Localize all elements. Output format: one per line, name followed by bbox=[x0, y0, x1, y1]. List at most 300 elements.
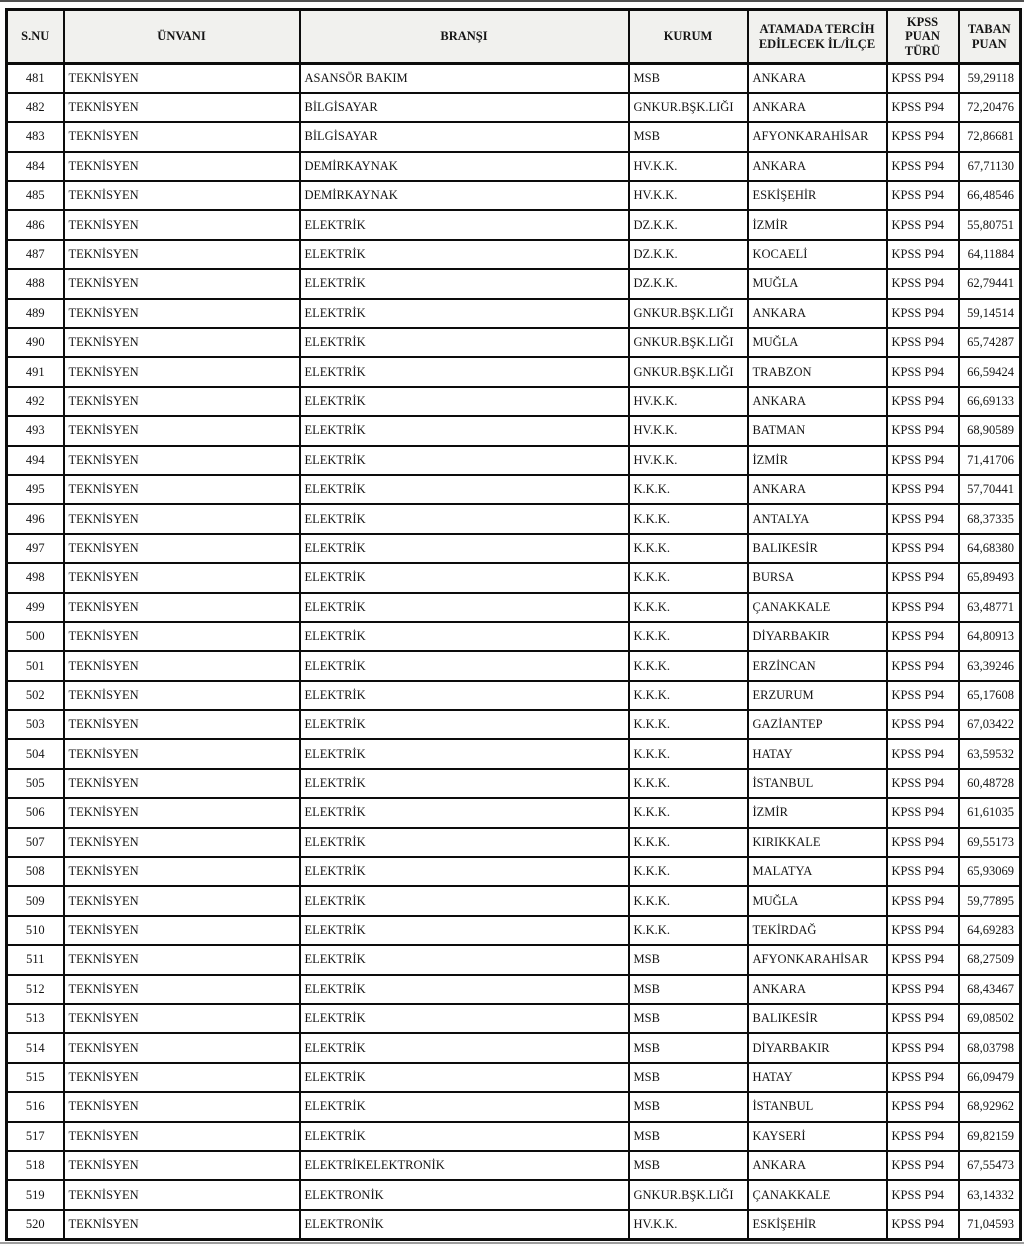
table-cell: KPSS P94 bbox=[887, 328, 959, 357]
table-cell: ELEKTRİK bbox=[300, 387, 629, 416]
table-cell: K.K.K. bbox=[629, 769, 748, 798]
table-cell: ELEKTRONİK bbox=[300, 1180, 629, 1209]
table-cell: 55,80751 bbox=[959, 210, 1021, 239]
table-cell: 519 bbox=[7, 1180, 64, 1209]
table-cell: 520 bbox=[7, 1210, 64, 1239]
table-cell: K.K.K. bbox=[629, 534, 748, 563]
table-cell: ELEKTRİK bbox=[300, 769, 629, 798]
table-cell: MSB bbox=[629, 1122, 748, 1151]
table-cell: BATMAN bbox=[748, 416, 887, 445]
table-cell: 506 bbox=[7, 798, 64, 827]
table-cell: 490 bbox=[7, 328, 64, 357]
table-cell: KAYSERİ bbox=[748, 1122, 887, 1151]
table-cell: 66,09479 bbox=[959, 1063, 1021, 1092]
table-cell: 517 bbox=[7, 1122, 64, 1151]
table-cell: KPSS P94 bbox=[887, 93, 959, 122]
table-cell: 499 bbox=[7, 593, 64, 622]
table-cell: GAZİANTEP bbox=[748, 710, 887, 739]
table-row bbox=[7, 1063, 1021, 1092]
table-cell: K.K.K. bbox=[629, 739, 748, 768]
table-cell: TEKNİSYEN bbox=[64, 1151, 300, 1180]
table-cell: 507 bbox=[7, 828, 64, 857]
table-cell: 64,80913 bbox=[959, 622, 1021, 651]
table-cell: ELEKTRİK bbox=[300, 210, 629, 239]
table-cell: MSB bbox=[629, 945, 748, 974]
table-row bbox=[7, 739, 1021, 768]
table-cell: GNKUR.BŞK.LIĞI bbox=[629, 93, 748, 122]
table-cell: KPSS P94 bbox=[887, 122, 959, 151]
table-cell: 483 bbox=[7, 122, 64, 151]
table-cell: 59,29118 bbox=[959, 64, 1021, 93]
table-row bbox=[7, 1033, 1021, 1062]
table-cell: K.K.K. bbox=[629, 798, 748, 827]
table-cell: TEKNİSYEN bbox=[64, 1033, 300, 1062]
table-cell: 503 bbox=[7, 710, 64, 739]
table-cell: TEKNİSYEN bbox=[64, 828, 300, 857]
table-cell: ELEKTRİK bbox=[300, 916, 629, 945]
table-row bbox=[7, 945, 1021, 974]
table-row bbox=[7, 152, 1021, 181]
table-cell: AFYONKARAHİSAR bbox=[748, 945, 887, 974]
column-header-bransi: BRANŞI bbox=[300, 10, 629, 64]
table-cell: HV.K.K. bbox=[629, 446, 748, 475]
table-cell: GNKUR.BŞK.LIĞI bbox=[629, 1180, 748, 1209]
table-header bbox=[7, 10, 1021, 64]
table-cell: TEKNİSYEN bbox=[64, 1004, 300, 1033]
table-cell: 69,08502 bbox=[959, 1004, 1021, 1033]
table-cell: ELEKTRİK bbox=[300, 710, 629, 739]
table-cell: BİLGİSAYAR bbox=[300, 93, 629, 122]
table-row bbox=[7, 475, 1021, 504]
table-row bbox=[7, 93, 1021, 122]
table-cell: KPSS P94 bbox=[887, 240, 959, 269]
table-cell: KPSS P94 bbox=[887, 681, 959, 710]
table-cell: TEKNİSYEN bbox=[64, 446, 300, 475]
table-cell: 71,41706 bbox=[959, 446, 1021, 475]
table-cell: ANKARA bbox=[748, 152, 887, 181]
table-cell: TEKNİSYEN bbox=[64, 563, 300, 592]
table-cell: TEKNİSYEN bbox=[64, 622, 300, 651]
table-cell: KPSS P94 bbox=[887, 916, 959, 945]
table-cell: KPSS P94 bbox=[887, 1151, 959, 1180]
table-cell: BALIKESİR bbox=[748, 1004, 887, 1033]
table-cell: 504 bbox=[7, 739, 64, 768]
table-cell: ELEKTRİK bbox=[300, 828, 629, 857]
table-row bbox=[7, 710, 1021, 739]
table-cell: HATAY bbox=[748, 1063, 887, 1092]
table-row bbox=[7, 681, 1021, 710]
table-cell: DİYARBAKIR bbox=[748, 622, 887, 651]
table-cell: 494 bbox=[7, 446, 64, 475]
table-cell: ERZURUM bbox=[748, 681, 887, 710]
table-cell: TEKNİSYEN bbox=[64, 945, 300, 974]
table-cell: ELEKTRİK bbox=[300, 739, 629, 768]
table-cell: TEKNİSYEN bbox=[64, 681, 300, 710]
table-row bbox=[7, 1092, 1021, 1121]
table-cell: 62,79441 bbox=[959, 269, 1021, 298]
table-cell: ELEKTRİK bbox=[300, 681, 629, 710]
table-cell: 489 bbox=[7, 299, 64, 328]
column-header-kurum: KURUM bbox=[629, 10, 748, 64]
table-cell: 497 bbox=[7, 534, 64, 563]
table-cell: 66,59424 bbox=[959, 357, 1021, 386]
table-row bbox=[7, 387, 1021, 416]
table-cell: 71,04593 bbox=[959, 1210, 1021, 1239]
column-header-taban-puan: TABAN PUAN bbox=[959, 10, 1021, 64]
table-cell: 68,03798 bbox=[959, 1033, 1021, 1062]
table-row bbox=[7, 504, 1021, 533]
table-cell: TEKNİSYEN bbox=[64, 357, 300, 386]
table-cell: ELEKTRİK bbox=[300, 886, 629, 915]
table-cell: 68,27509 bbox=[959, 945, 1021, 974]
table-cell: KPSS P94 bbox=[887, 563, 959, 592]
table-row bbox=[7, 122, 1021, 151]
table-cell: HV.K.K. bbox=[629, 387, 748, 416]
table-cell: 488 bbox=[7, 269, 64, 298]
table-cell: 500 bbox=[7, 622, 64, 651]
table-cell: TEKNİSYEN bbox=[64, 1210, 300, 1239]
table-cell: TEKNİSYEN bbox=[64, 328, 300, 357]
table-cell: 510 bbox=[7, 916, 64, 945]
table-cell: 486 bbox=[7, 210, 64, 239]
table-cell: TEKNİSYEN bbox=[64, 651, 300, 680]
table-cell: KPSS P94 bbox=[887, 152, 959, 181]
table-cell: 495 bbox=[7, 475, 64, 504]
table-cell: TEKNİSYEN bbox=[64, 504, 300, 533]
table-cell: TEKNİSYEN bbox=[64, 975, 300, 1004]
table-cell: 67,55473 bbox=[959, 1151, 1021, 1180]
table-cell: 516 bbox=[7, 1092, 64, 1121]
table-cell: ELEKTRİK bbox=[300, 1033, 629, 1062]
table-cell: TEKNİSYEN bbox=[64, 299, 300, 328]
table-cell: 505 bbox=[7, 769, 64, 798]
table-row bbox=[7, 64, 1021, 93]
table-cell: 514 bbox=[7, 1033, 64, 1062]
table-cell: TEKNİSYEN bbox=[64, 798, 300, 827]
table-row bbox=[7, 593, 1021, 622]
table-cell: 60,48728 bbox=[959, 769, 1021, 798]
table-row bbox=[7, 769, 1021, 798]
table-cell: KPSS P94 bbox=[887, 504, 959, 533]
table-cell: ASANSÖR BAKIM bbox=[300, 64, 629, 93]
table-cell: ANKARA bbox=[748, 975, 887, 1004]
table-cell: ELEKTRİK bbox=[300, 299, 629, 328]
table-cell: ELEKTRONİK bbox=[300, 1210, 629, 1239]
table-cell: MUĞLA bbox=[748, 269, 887, 298]
table-cell: 64,11884 bbox=[959, 240, 1021, 269]
table-cell: KPSS P94 bbox=[887, 1180, 959, 1209]
table-cell: TEKNİSYEN bbox=[64, 152, 300, 181]
table-cell: KPSS P94 bbox=[887, 975, 959, 1004]
table-cell: K.K.K. bbox=[629, 681, 748, 710]
table-cell: ELEKTRİK bbox=[300, 446, 629, 475]
table-cell: MSB bbox=[629, 975, 748, 1004]
table-cell: İSTANBUL bbox=[748, 1092, 887, 1121]
table-cell: TEKNİSYEN bbox=[64, 269, 300, 298]
table-cell: TEKNİSYEN bbox=[64, 886, 300, 915]
table-cell: AFYONKARAHİSAR bbox=[748, 122, 887, 151]
table-cell: KPSS P94 bbox=[887, 857, 959, 886]
table-cell: K.K.K. bbox=[629, 710, 748, 739]
table-cell: KPSS P94 bbox=[887, 593, 959, 622]
table-cell: ELEKTRİKELEKTRONİK bbox=[300, 1151, 629, 1180]
table-cell: DEMİRKAYNAK bbox=[300, 152, 629, 181]
table-row bbox=[7, 416, 1021, 445]
table-cell: KPSS P94 bbox=[887, 357, 959, 386]
table-cell: ELEKTRİK bbox=[300, 651, 629, 680]
table-cell: KPSS P94 bbox=[887, 651, 959, 680]
table-cell: TEKNİSYEN bbox=[64, 710, 300, 739]
table-cell: KPSS P94 bbox=[887, 210, 959, 239]
table-cell: 61,61035 bbox=[959, 798, 1021, 827]
table-cell: 57,70441 bbox=[959, 475, 1021, 504]
table-cell: KPSS P94 bbox=[887, 1122, 959, 1151]
table-cell: K.K.K. bbox=[629, 651, 748, 680]
table-cell: 64,69283 bbox=[959, 916, 1021, 945]
table-cell: 501 bbox=[7, 651, 64, 680]
table-cell: 491 bbox=[7, 357, 64, 386]
table-cell: ANKARA bbox=[748, 93, 887, 122]
table-cell: ELEKTRİK bbox=[300, 328, 629, 357]
table-cell: HV.K.K. bbox=[629, 416, 748, 445]
table-cell: 513 bbox=[7, 1004, 64, 1033]
table-cell: DEMİRKAYNAK bbox=[300, 181, 629, 210]
table-cell: KPSS P94 bbox=[887, 475, 959, 504]
table-cell: BALIKESİR bbox=[748, 534, 887, 563]
table-cell: MSB bbox=[629, 122, 748, 151]
table-cell: KPSS P94 bbox=[887, 769, 959, 798]
table-cell: 512 bbox=[7, 975, 64, 1004]
table-row bbox=[7, 622, 1021, 651]
table-cell: ELEKTRİK bbox=[300, 1063, 629, 1092]
table-cell: K.K.K. bbox=[629, 563, 748, 592]
table-cell: KOCAELİ bbox=[748, 240, 887, 269]
table-body bbox=[7, 64, 1021, 1240]
table-cell: HATAY bbox=[748, 739, 887, 768]
table-row bbox=[7, 916, 1021, 945]
table-cell: 65,17608 bbox=[959, 681, 1021, 710]
table-cell: ELEKTRİK bbox=[300, 534, 629, 563]
table-cell: MUĞLA bbox=[748, 886, 887, 915]
table-cell: ELEKTRİK bbox=[300, 563, 629, 592]
table-cell: 64,68380 bbox=[959, 534, 1021, 563]
table-cell: 515 bbox=[7, 1063, 64, 1092]
table-cell: ELEKTRİK bbox=[300, 622, 629, 651]
table-cell: DZ.K.K. bbox=[629, 210, 748, 239]
table-cell: 63,14332 bbox=[959, 1180, 1021, 1209]
table-cell: KPSS P94 bbox=[887, 416, 959, 445]
table-cell: KPSS P94 bbox=[887, 64, 959, 93]
table-cell: ELEKTRİK bbox=[300, 798, 629, 827]
placement-table bbox=[5, 8, 1022, 1241]
table-cell: KPSS P94 bbox=[887, 1004, 959, 1033]
table-row bbox=[7, 798, 1021, 827]
table-cell: 63,48771 bbox=[959, 593, 1021, 622]
table-cell: ELEKTRİK bbox=[300, 945, 629, 974]
table-row bbox=[7, 1122, 1021, 1151]
table-cell: ERZİNCAN bbox=[748, 651, 887, 680]
table-cell: TEKNİSYEN bbox=[64, 181, 300, 210]
table-cell: K.K.K. bbox=[629, 622, 748, 651]
table-cell: 59,14514 bbox=[959, 299, 1021, 328]
table-row bbox=[7, 269, 1021, 298]
table-cell: GNKUR.BŞK.LIĞI bbox=[629, 328, 748, 357]
table-row bbox=[7, 210, 1021, 239]
table-cell: 65,74287 bbox=[959, 328, 1021, 357]
table-cell: 496 bbox=[7, 504, 64, 533]
table-cell: ELEKTRİK bbox=[300, 269, 629, 298]
table-cell: KIRIKKALE bbox=[748, 828, 887, 857]
table-row bbox=[7, 886, 1021, 915]
table-cell: HV.K.K. bbox=[629, 181, 748, 210]
table-cell: 492 bbox=[7, 387, 64, 416]
table-cell: ANTALYA bbox=[748, 504, 887, 533]
table-cell: K.K.K. bbox=[629, 504, 748, 533]
table-cell: KPSS P94 bbox=[887, 886, 959, 915]
table-cell: 487 bbox=[7, 240, 64, 269]
table-cell: KPSS P94 bbox=[887, 534, 959, 563]
table-cell: ELEKTRİK bbox=[300, 357, 629, 386]
table-cell: ELEKTRİK bbox=[300, 975, 629, 1004]
table-cell: K.K.K. bbox=[629, 886, 748, 915]
table-row bbox=[7, 1004, 1021, 1033]
table-cell: DZ.K.K. bbox=[629, 240, 748, 269]
table-cell: ESKİŞEHİR bbox=[748, 1210, 887, 1239]
table-cell: MSB bbox=[629, 1033, 748, 1062]
table-cell: KPSS P94 bbox=[887, 945, 959, 974]
table-cell: TEKNİSYEN bbox=[64, 593, 300, 622]
table-cell: MALATYA bbox=[748, 857, 887, 886]
table-cell: TEKNİSYEN bbox=[64, 534, 300, 563]
column-header-kpss-puan-turu: KPSS PUAN TÜRÜ bbox=[887, 10, 959, 64]
table-cell: TEKNİSYEN bbox=[64, 416, 300, 445]
table-cell: MSB bbox=[629, 64, 748, 93]
table-cell: TEKNİSYEN bbox=[64, 387, 300, 416]
table-cell: ANKARA bbox=[748, 299, 887, 328]
table-cell: KPSS P94 bbox=[887, 181, 959, 210]
table-cell: MUĞLA bbox=[748, 328, 887, 357]
table-row bbox=[7, 299, 1021, 328]
table-cell: 485 bbox=[7, 181, 64, 210]
table-cell: ELEKTRİK bbox=[300, 416, 629, 445]
table-row bbox=[7, 828, 1021, 857]
table-row bbox=[7, 975, 1021, 1004]
table-cell: 66,69133 bbox=[959, 387, 1021, 416]
column-header-unvani: ÜNVANI bbox=[64, 10, 300, 64]
table-cell: KPSS P94 bbox=[887, 1092, 959, 1121]
table-cell: 68,37335 bbox=[959, 504, 1021, 533]
table-cell: TEKNİSYEN bbox=[64, 916, 300, 945]
table-cell: 498 bbox=[7, 563, 64, 592]
table-cell: K.K.K. bbox=[629, 593, 748, 622]
table-cell: HV.K.K. bbox=[629, 1210, 748, 1239]
table-cell: ELEKTRİK bbox=[300, 593, 629, 622]
table-cell: İZMİR bbox=[748, 446, 887, 475]
table-cell: MSB bbox=[629, 1151, 748, 1180]
table-cell: TEKNİSYEN bbox=[64, 475, 300, 504]
table-cell: TEKNİSYEN bbox=[64, 122, 300, 151]
table-cell: 518 bbox=[7, 1151, 64, 1180]
table-cell: ÇANAKKALE bbox=[748, 1180, 887, 1209]
column-header-snu: S.NU bbox=[7, 10, 64, 64]
table-cell: ELEKTRİK bbox=[300, 1122, 629, 1151]
table-cell: KPSS P94 bbox=[887, 299, 959, 328]
table-row bbox=[7, 181, 1021, 210]
table-cell: KPSS P94 bbox=[887, 622, 959, 651]
table-cell: 502 bbox=[7, 681, 64, 710]
table-cell: 67,03422 bbox=[959, 710, 1021, 739]
table-cell: 68,90589 bbox=[959, 416, 1021, 445]
table-cell: K.K.K. bbox=[629, 857, 748, 886]
table-row bbox=[7, 328, 1021, 357]
table-cell: TEKNİSYEN bbox=[64, 1122, 300, 1151]
table-cell: DİYARBAKIR bbox=[748, 1033, 887, 1062]
table-cell: MSB bbox=[629, 1063, 748, 1092]
table-row bbox=[7, 857, 1021, 886]
table-cell: 511 bbox=[7, 945, 64, 974]
table-row bbox=[7, 651, 1021, 680]
table-row bbox=[7, 563, 1021, 592]
table-cell: TEKNİSYEN bbox=[64, 1092, 300, 1121]
table-cell: 493 bbox=[7, 416, 64, 445]
table-cell: 68,92962 bbox=[959, 1092, 1021, 1121]
table-cell: 63,39246 bbox=[959, 651, 1021, 680]
table-cell: KPSS P94 bbox=[887, 1063, 959, 1092]
table-cell: ANKARA bbox=[748, 475, 887, 504]
table-row bbox=[7, 534, 1021, 563]
table-cell: KPSS P94 bbox=[887, 446, 959, 475]
table-cell: K.K.K. bbox=[629, 828, 748, 857]
table-cell: ANKARA bbox=[748, 64, 887, 93]
table-cell: 509 bbox=[7, 886, 64, 915]
table-cell: İSTANBUL bbox=[748, 769, 887, 798]
table-row bbox=[7, 1210, 1021, 1239]
table-cell: 69,82159 bbox=[959, 1122, 1021, 1151]
table-cell: KPSS P94 bbox=[887, 387, 959, 416]
table-cell: ANKARA bbox=[748, 1151, 887, 1180]
table-row bbox=[7, 1151, 1021, 1180]
page-bottom-rule bbox=[0, 1242, 1024, 1244]
page-top-rule bbox=[0, 0, 1024, 2]
table-cell: 508 bbox=[7, 857, 64, 886]
table-cell: TEKNİSYEN bbox=[64, 739, 300, 768]
table-cell: KPSS P94 bbox=[887, 710, 959, 739]
table-cell: 69,55173 bbox=[959, 828, 1021, 857]
table-cell: TEKİRDAĞ bbox=[748, 916, 887, 945]
table-cell: MSB bbox=[629, 1004, 748, 1033]
table-cell: MSB bbox=[629, 1092, 748, 1121]
table-row bbox=[7, 1180, 1021, 1209]
table-cell: ELEKTRİK bbox=[300, 504, 629, 533]
table-cell: ELEKTRİK bbox=[300, 475, 629, 504]
table-cell: K.K.K. bbox=[629, 916, 748, 945]
table-cell: İZMİR bbox=[748, 210, 887, 239]
table-cell: 65,93069 bbox=[959, 857, 1021, 886]
table-cell: TEKNİSYEN bbox=[64, 93, 300, 122]
table-cell: TEKNİSYEN bbox=[64, 210, 300, 239]
table-cell: TRABZON bbox=[748, 357, 887, 386]
table-cell: BURSA bbox=[748, 563, 887, 592]
table-cell: 59,77895 bbox=[959, 886, 1021, 915]
table-cell: İZMİR bbox=[748, 798, 887, 827]
table-cell: GNKUR.BŞK.LIĞI bbox=[629, 299, 748, 328]
table-cell: 66,48546 bbox=[959, 181, 1021, 210]
table-cell: ELEKTRİK bbox=[300, 1004, 629, 1033]
table-cell: KPSS P94 bbox=[887, 798, 959, 827]
table-cell: ANKARA bbox=[748, 387, 887, 416]
table-cell: 484 bbox=[7, 152, 64, 181]
table-cell: KPSS P94 bbox=[887, 739, 959, 768]
